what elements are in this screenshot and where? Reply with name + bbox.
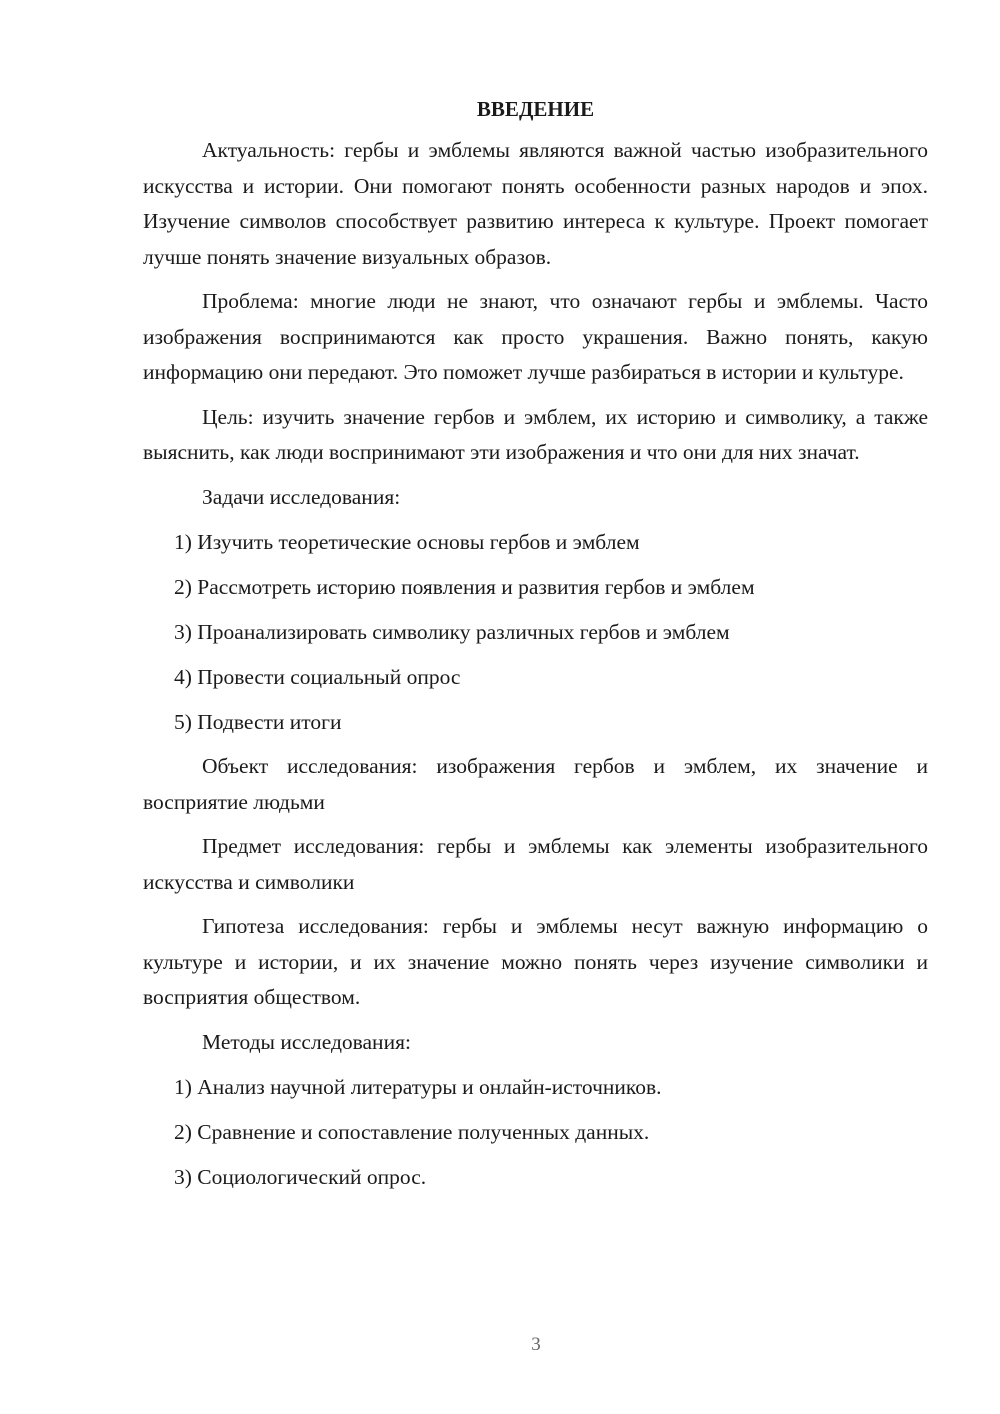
- paragraph-goal: Цель: изучить значение гербов и эмблем, их историю и символику, а также выяснить, как люди воспринимают эти изображения и что они для них значат.: [143, 404, 928, 464]
- tasks-heading: Задачи исследования:: [202, 484, 401, 509]
- task-item-5: 5) Подвести итоги: [174, 709, 342, 734]
- task-item-3: 3) Проанализировать символику различных гербов и эмблем: [174, 619, 730, 644]
- methods-heading: Методы исследования:: [202, 1029, 411, 1054]
- method-item-1: 1) Анализ научной литературы и онлайн-источников.: [174, 1074, 662, 1099]
- page-number: 3: [531, 1334, 541, 1355]
- paragraph-object: Объект исследования: изображения гербов и эмблем, их значение и восприятие людьми: [143, 754, 928, 814]
- paragraph-problem: Проблема: многие люди не знают, что означают гербы и эмблемы. Часто изображения воспринимаются как просто украшения. Важно понять, какую информацию они передают. Это поможет лучше разбираться в истории и культуре.: [143, 289, 928, 384]
- method-item-3: 3) Социологический опрос.: [174, 1164, 427, 1189]
- paragraph-relevance: Актуальность: гербы и эмблемы являются важной частью изобразительного искусства и истории. Они помогают понять особенности разных народов и эпох. Изучение символов способствует развитию интереса к культуре. Проект помогает лучше понять значение визуальных образов.: [143, 138, 928, 269]
- document-page: [143, 92, 928, 1195]
- paragraph-hypothesis: Гипотеза исследования: гербы и эмблемы несут важную информацию о культуре и истории, и их значение можно понять через изучение символики и восприятия обществом.: [143, 914, 928, 1009]
- task-item-2: 2) Рассмотреть историю появления и развития гербов и эмблем: [174, 574, 755, 599]
- task-item-4: 4) Провести социальный опрос: [174, 664, 461, 689]
- task-item-1: 1) Изучить теоретические основы гербов и эмблем: [174, 529, 640, 554]
- paragraph-subject: Предмет исследования: гербы и эмблемы как элементы изобразительного искусства и символики: [143, 834, 928, 894]
- page-title: ВВЕДЕНИЕ: [476, 97, 595, 121]
- method-item-2: 2) Сравнение и сопоставление полученных данных.: [174, 1119, 650, 1144]
